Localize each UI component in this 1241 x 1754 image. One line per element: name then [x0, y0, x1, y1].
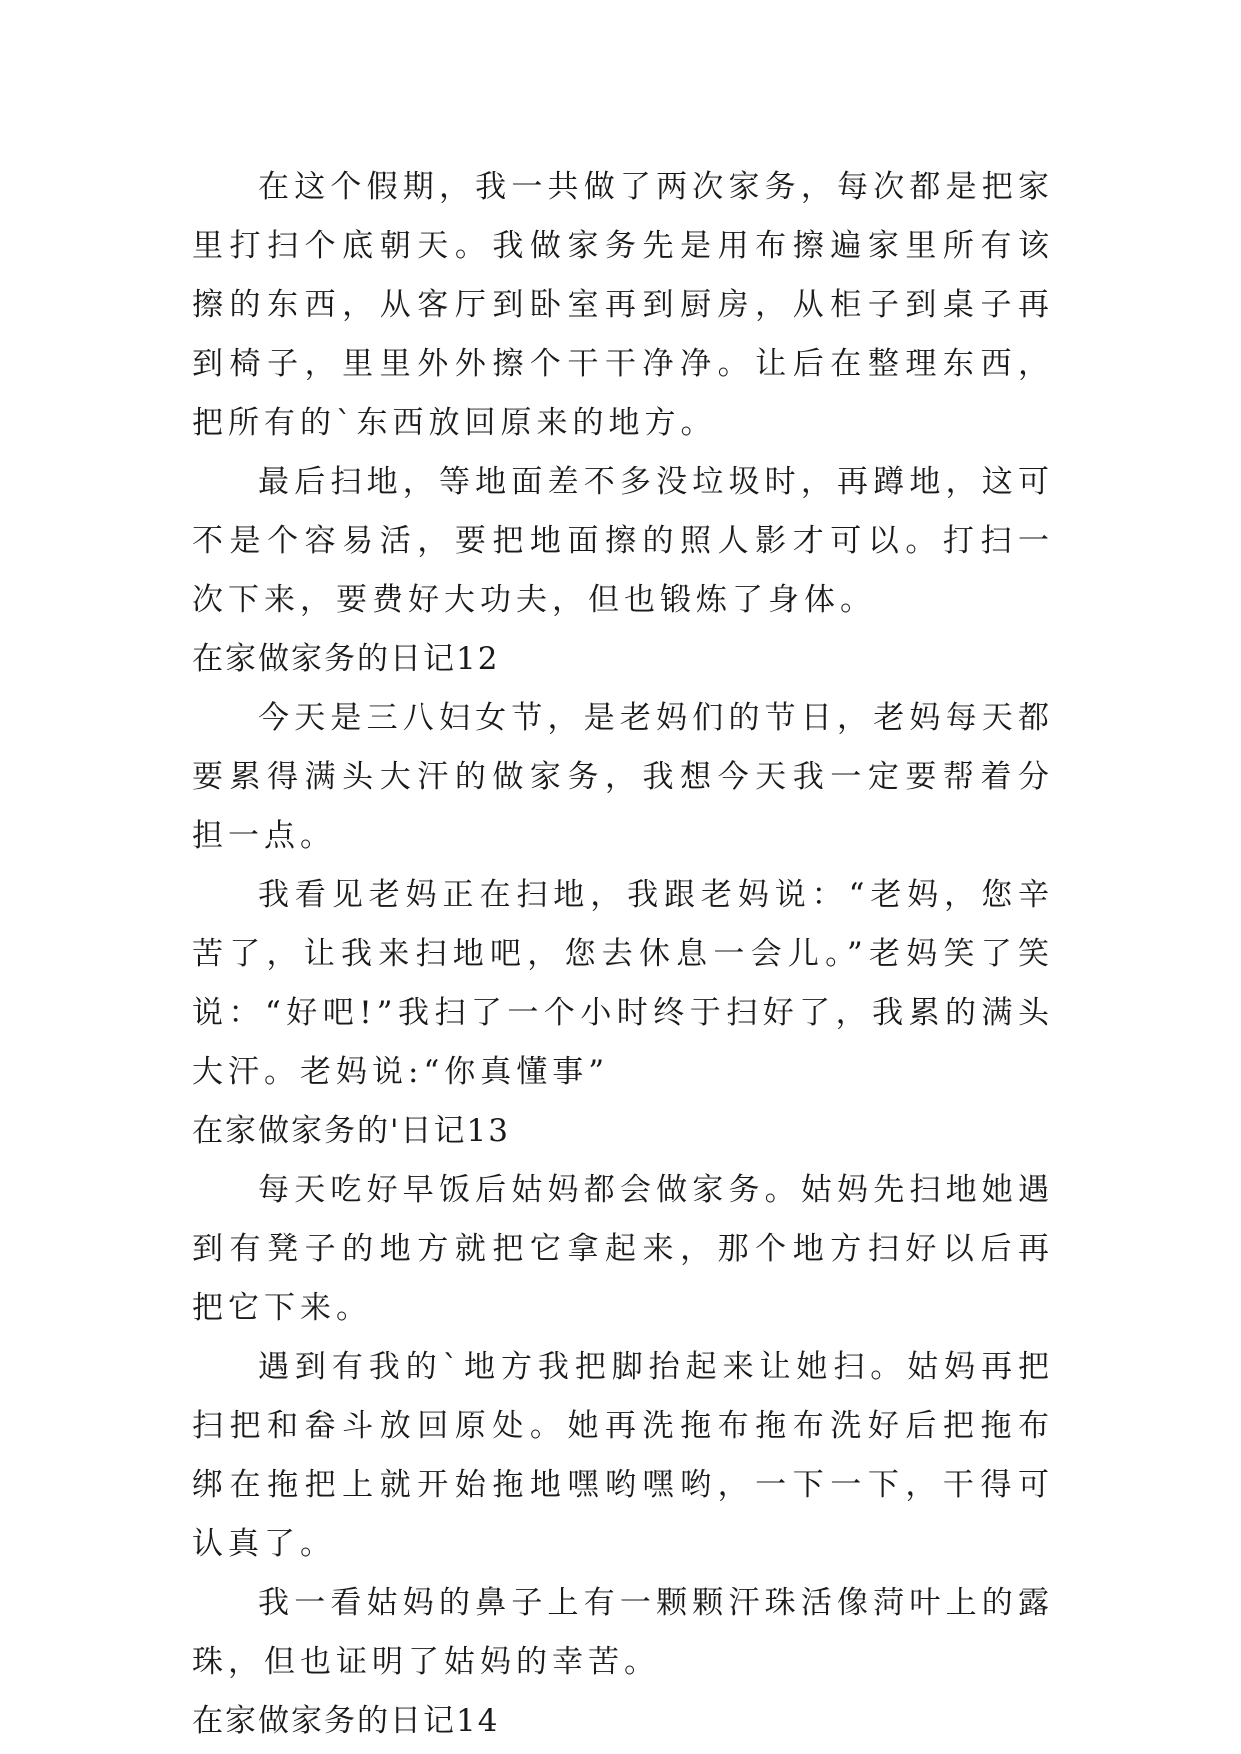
paragraph-6: 遇到有我的`地方我把脚抬起来让她扫。姑妈再把扫把和畚斗放回原处。她再洗拖布拖布洗好后把拖布绑在拖把上就开始拖地嘿哟嘿哟，一下一下，干得可认真了。 — [192, 1349, 1054, 1562]
paragraph-2: 最后扫地，等地面差不多没垃圾时，再蹲地，这可不是个容易活，要把地面擦的照人影才可以。打扫一次下来，要费好大功夫，但也锻炼了身体。 — [192, 464, 1054, 618]
paragraph-3: 今天是三八妇女节，是老妈们的节日，老妈每天都要累得满头大汗的做家务，我想今天我一定要帮着分担一点。 — [192, 700, 1054, 854]
paragraph-5: 每天吃好早饭后姑妈都会做家务。姑妈先扫地她遇到有凳子的地方就把它拿起来，那个地方扫好以后再把它下来。 — [192, 1172, 1054, 1326]
document-page — [192, 158, 1054, 1751]
paragraph-4: 我看见老妈正在扫地，我跟老妈说：“老妈，您辛苦了，让我来扫地吧，您去休息一会儿。”老妈笑了笑说：“好吧!”我扫了一个小时终于扫好了，我累的满头大汗。老妈说:“你真懂事” — [192, 877, 1054, 1090]
paragraph-7: 我一看姑妈的鼻子上有一颗颗汗珠活像菏叶上的露珠，但也证明了姑妈的幸苦。 — [192, 1585, 1054, 1680]
diary-heading-13: 在家做家务的'日记13 — [192, 1113, 510, 1149]
diary-heading-12: 在家做家务的日记12 — [192, 641, 500, 677]
diary-heading-14: 在家做家务的日记14 — [192, 1703, 500, 1739]
paragraph-1: 在这个假期，我一共做了两次家务，每次都是把家里打扫个底朝天。我做家务先是用布擦遍家里所有该擦的东西，从客厅到卧室再到厨房，从柜子到桌子再到椅子，里里外外擦个干干净净。让后在整理东西，把所有的`东西放回原来的地方。 — [192, 169, 1054, 441]
